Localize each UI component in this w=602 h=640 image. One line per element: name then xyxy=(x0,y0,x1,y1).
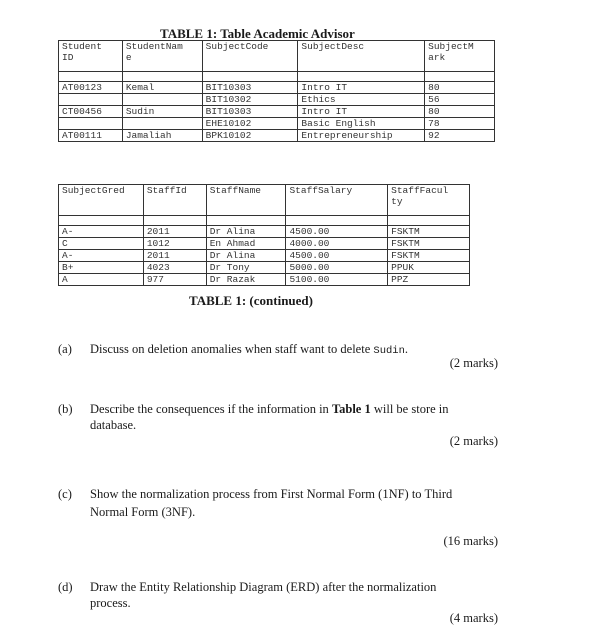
table-row xyxy=(59,82,495,94)
cell-staff-name: En Ahmad xyxy=(206,238,286,250)
academic-advisor-table-continued xyxy=(58,184,470,286)
cell-subject-code: BIT10303 xyxy=(202,106,298,118)
cell-subject-mark: 80 xyxy=(425,82,495,94)
question-b-table-ref: Table 1 xyxy=(331,402,371,416)
header-staff-name: StaffName xyxy=(206,185,286,216)
table2-header-row xyxy=(59,185,470,216)
cell-subject-mark: 80 xyxy=(425,106,495,118)
cell-subject-grade: C xyxy=(59,238,144,250)
cell-staff-salary: 4500.00 xyxy=(286,226,388,238)
question-c-line2: Normal Form (3NF). xyxy=(90,505,196,519)
question-b-line2: database. xyxy=(90,418,137,432)
question-a-marks: (2 marks) xyxy=(449,356,498,370)
question-c-label: (c) xyxy=(58,487,72,501)
cell-staff-salary: 4000.00 xyxy=(286,238,388,250)
academic-advisor-table xyxy=(58,40,495,142)
question-b-part2: will be store in xyxy=(370,402,449,416)
table-row xyxy=(59,250,470,262)
cell-student-id xyxy=(59,94,123,106)
header-subject-code: SubjectCode xyxy=(202,41,298,72)
table-row xyxy=(59,262,470,274)
question-b-label: (b) xyxy=(58,402,73,416)
cell-subject-code: BPK10102 xyxy=(202,130,298,142)
cell-subject-grade: A- xyxy=(59,250,144,262)
question-a-main: Discuss on deletion anomalies when staff want to delete xyxy=(90,342,374,356)
question-d-marks: (4 marks) xyxy=(449,611,498,625)
cell-staff-name: Dr Tony xyxy=(206,262,286,274)
table-row xyxy=(59,238,470,250)
table-row xyxy=(59,274,470,286)
header-subject-grade: SubjectGred xyxy=(59,185,144,216)
cell-staff-faculty: PPUK xyxy=(388,262,470,274)
cell-staff-id: 977 xyxy=(143,274,206,286)
cell-subject-mark: 56 xyxy=(425,94,495,106)
question-c-line1: Show the normalization process from First Normal Form (1NF) to Third xyxy=(90,487,453,501)
question-a-label: (a) xyxy=(58,342,72,356)
cell-staff-id: 2011 xyxy=(143,226,206,238)
cell-student-name: Jamaliah xyxy=(122,130,202,142)
cell-subject-desc: Intro IT xyxy=(298,106,425,118)
cell-staff-faculty: PPZ xyxy=(388,274,470,286)
cell-staff-id: 1012 xyxy=(143,238,206,250)
cell-student-id xyxy=(59,118,123,130)
cell-student-name: Kemal xyxy=(122,82,202,94)
question-b-line1 xyxy=(90,402,500,417)
table-row xyxy=(59,226,470,238)
cell-staff-id: 4023 xyxy=(143,262,206,274)
header-staff-faculty: StaffFacul ty xyxy=(388,185,470,216)
table-row xyxy=(59,94,495,106)
table-row xyxy=(59,106,495,118)
cell-subject-desc: Intro IT xyxy=(298,82,425,94)
header-subject-desc: SubjectDesc xyxy=(298,41,425,72)
cell-subject-grade: A xyxy=(59,274,144,286)
cell-subject-mark: 92 xyxy=(425,130,495,142)
table1-caption: TABLE 1: Table Academic Advisor xyxy=(160,26,355,41)
header-subject-mark: SubjectM ark xyxy=(425,41,495,72)
cell-subject-grade: A- xyxy=(59,226,144,238)
cell-subject-desc: Basic English xyxy=(298,118,425,130)
cell-subject-code: BIT10303 xyxy=(202,82,298,94)
table2-gap-row xyxy=(59,216,470,226)
question-d-line2: process. xyxy=(90,596,131,610)
cell-staff-faculty: FSKTM xyxy=(388,250,470,262)
cell-student-id: AT00123 xyxy=(59,82,123,94)
cell-staff-salary: 5000.00 xyxy=(286,262,388,274)
table-row xyxy=(59,118,495,130)
cell-student-name xyxy=(122,118,202,130)
cell-staff-name: Dr Alina xyxy=(206,250,286,262)
table2-caption: TABLE 1: (continued) xyxy=(189,293,313,308)
header-staff-salary: StaffSalary xyxy=(286,185,388,216)
cell-staff-faculty: FSKTM xyxy=(388,226,470,238)
cell-subject-code: EHE10102 xyxy=(202,118,298,130)
question-a-end: . xyxy=(404,342,409,356)
cell-student-id: AT00111 xyxy=(59,130,123,142)
table1-header-row xyxy=(59,41,495,72)
header-student-name: StudentNam e xyxy=(122,41,202,72)
question-b-part1: Describe the consequences if the information in xyxy=(90,402,332,416)
header-staff-id: StaffId xyxy=(143,185,206,216)
question-c-marks: (16 marks) xyxy=(443,534,498,548)
cell-subject-desc: Ethics xyxy=(298,94,425,106)
cell-student-name xyxy=(122,94,202,106)
table-row xyxy=(59,130,495,142)
cell-staff-name: Dr Alina xyxy=(206,226,286,238)
question-d-label: (d) xyxy=(58,580,73,594)
question-d-line1: Draw the Entity Relationship Diagram (ERD) after the normalization xyxy=(90,580,437,594)
cell-subject-desc: Entrepreneurship xyxy=(298,130,425,142)
question-a-text xyxy=(90,342,500,357)
cell-staff-name: Dr Razak xyxy=(206,274,286,286)
cell-student-name: Sudin xyxy=(122,106,202,118)
cell-subject-mark: 78 xyxy=(425,118,495,130)
table1-gap-row xyxy=(59,72,495,82)
cell-subject-grade: B+ xyxy=(59,262,144,274)
header-student-id: Student ID xyxy=(59,41,123,72)
question-b-marks: (2 marks) xyxy=(449,434,498,448)
cell-staff-salary: 4500.00 xyxy=(286,250,388,262)
cell-subject-code: BIT10302 xyxy=(202,94,298,106)
cell-staff-salary: 5100.00 xyxy=(286,274,388,286)
cell-staff-id: 2011 xyxy=(143,250,206,262)
cell-student-id: CT00456 xyxy=(59,106,123,118)
question-a-code: Sudin xyxy=(373,345,405,357)
cell-staff-faculty: FSKTM xyxy=(388,238,470,250)
